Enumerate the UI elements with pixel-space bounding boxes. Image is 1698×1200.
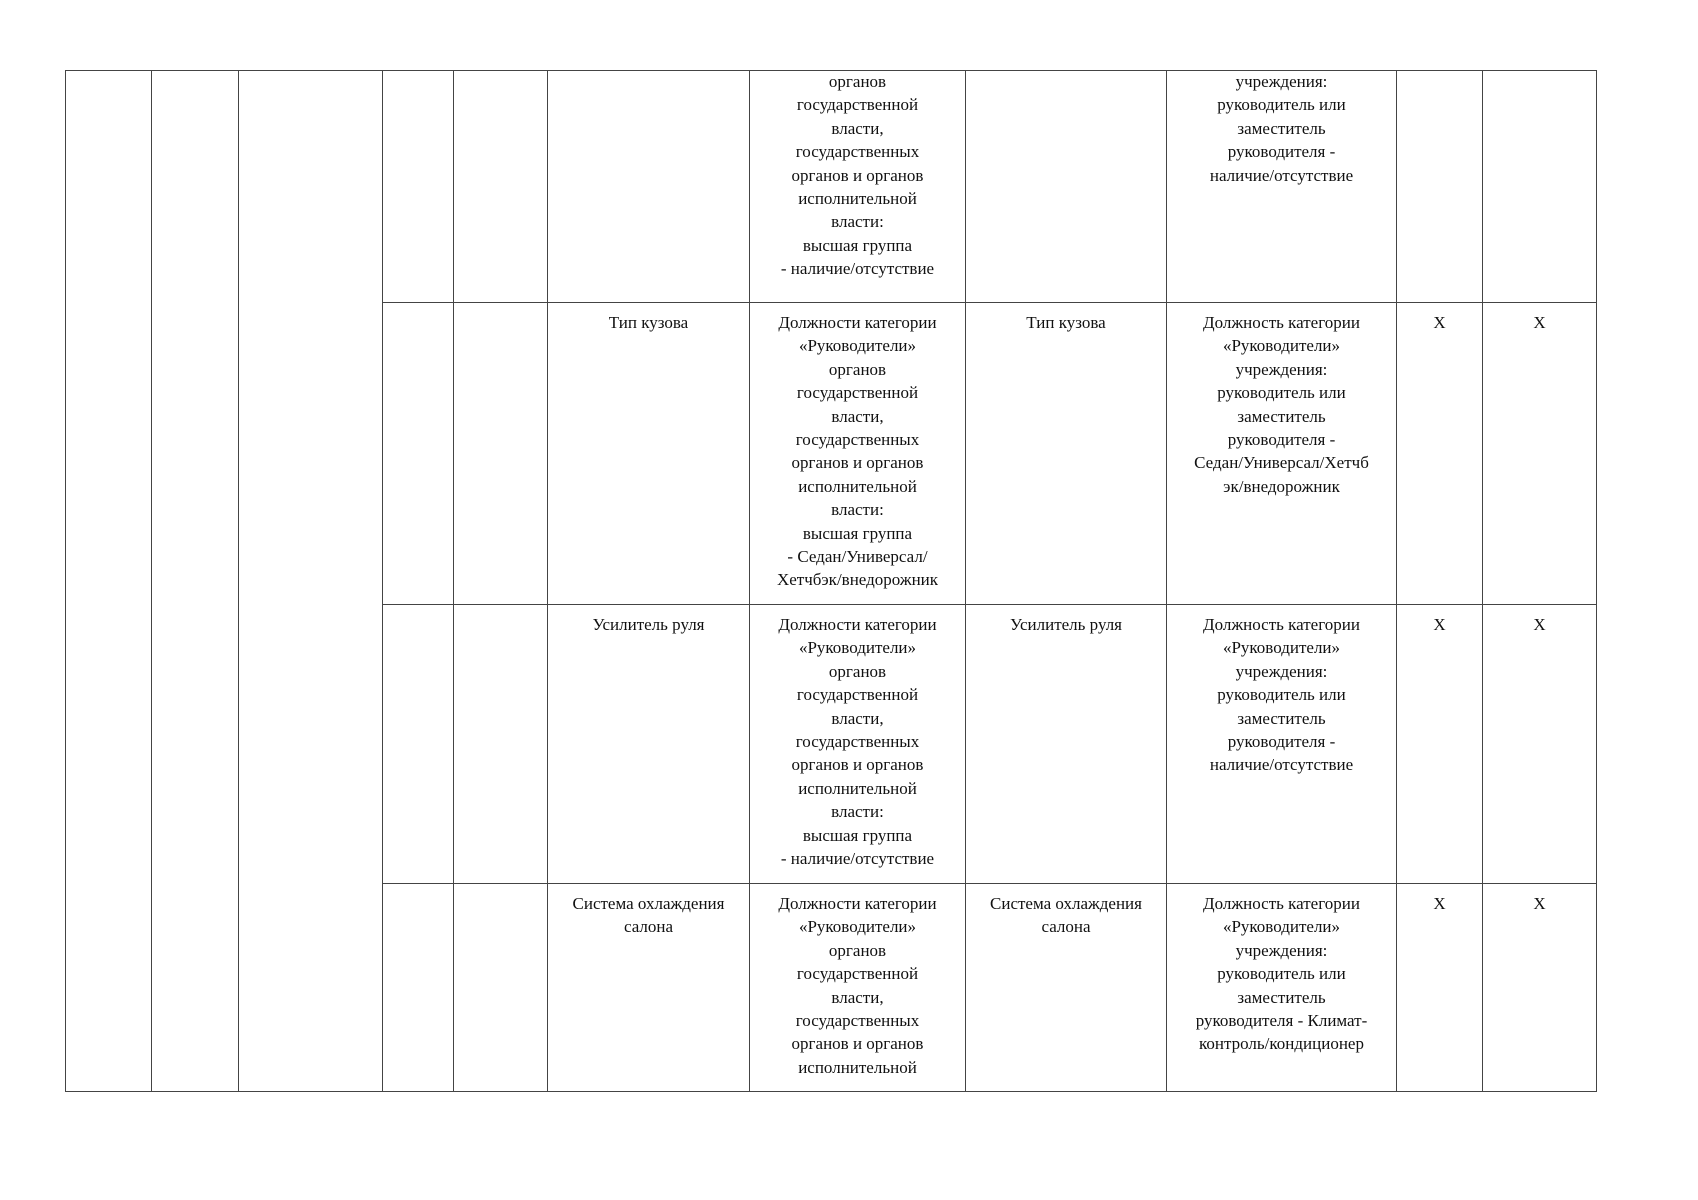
x-mark: X (1533, 615, 1546, 634)
characteristic-name: Система охлаждения салона (572, 894, 725, 937)
table-cell (454, 71, 548, 303)
table-cell (1483, 71, 1597, 303)
cell-text: Должность категории «Руководители» учреждения: руководитель или заместитель руководителя - Климат- контроль/кондиционер (1195, 894, 1368, 1054)
table-cell (454, 884, 548, 1092)
x-mark: X (1433, 313, 1446, 332)
characteristic-name: Усилитель руля (592, 615, 705, 634)
table-row (66, 71, 1597, 303)
table-cell (548, 303, 750, 605)
x-mark: X (1533, 313, 1546, 332)
table-cell (1483, 303, 1597, 605)
table-cell (1483, 884, 1597, 1092)
x-mark: X (1433, 894, 1446, 913)
table-cell (66, 71, 152, 1092)
cell-text: Должности категории «Руководители» органов государственной власти, государственных органов и органов исполнительной власти: высшая группа - наличие/отсутствие (778, 615, 937, 869)
table-cell (383, 884, 454, 1092)
characteristic-name: Система охлаждения салона (990, 894, 1142, 937)
table-cell (1167, 71, 1397, 303)
table-cell (548, 884, 750, 1092)
x-mark: X (1433, 615, 1446, 634)
table-cell (454, 303, 548, 605)
cell-text: Должность категории «Руководители» учреждения: руководитель или заместитель руководителя - Седан/Универсал/Хетчб эк/внедорожник (1194, 313, 1369, 496)
table-cell (548, 71, 750, 303)
table-cell (1397, 71, 1483, 303)
table-cell (1167, 303, 1397, 605)
table-cell (966, 303, 1167, 605)
table-cell (383, 605, 454, 884)
cell-text: органов государственной власти, государственных органов и органов исполнительной власти: высшая группа - наличие/отсутствие (780, 72, 935, 279)
table-cell (750, 303, 966, 605)
table-cell (750, 71, 966, 303)
table-cell (383, 71, 454, 303)
table-cell (1167, 884, 1397, 1092)
table-cell (966, 71, 1167, 303)
table-cell (1397, 605, 1483, 884)
table-cell (750, 605, 966, 884)
table-cell (750, 884, 966, 1092)
table-cell (966, 884, 1167, 1092)
table-cell (239, 71, 383, 1092)
table-cell (1167, 605, 1397, 884)
characteristic-name: Усилитель руля (1009, 615, 1122, 634)
table-cell (383, 303, 454, 605)
table-cell (548, 605, 750, 884)
cell-text: Должности категории «Руководители» органов государственной власти, государственных органов и органов исполнительной (778, 894, 937, 1077)
requirements-table (65, 70, 1597, 1092)
table-cell (152, 71, 239, 1092)
table-cell (966, 605, 1167, 884)
table-cell (454, 605, 548, 884)
table-cell (1397, 303, 1483, 605)
cell-text: Должность категории «Руководители» учреждения: руководитель или заместитель руководителя - наличие/отсутствие (1203, 615, 1360, 775)
cell-text: Должности категории «Руководители» органов государственной власти, государственных органов и органов исполнительной власти: высшая группа - Седан/Универсал/ Хетчбэк/внедорожник (776, 313, 939, 590)
table-cell (1397, 884, 1483, 1092)
x-mark: X (1533, 894, 1546, 913)
characteristic-name: Тип кузова (608, 313, 689, 332)
characteristic-name: Тип кузова (1026, 313, 1106, 332)
table-cell (1483, 605, 1597, 884)
cell-text: учреждения: руководитель или заместитель руководителя - наличие/отсутствие (1209, 72, 1354, 185)
